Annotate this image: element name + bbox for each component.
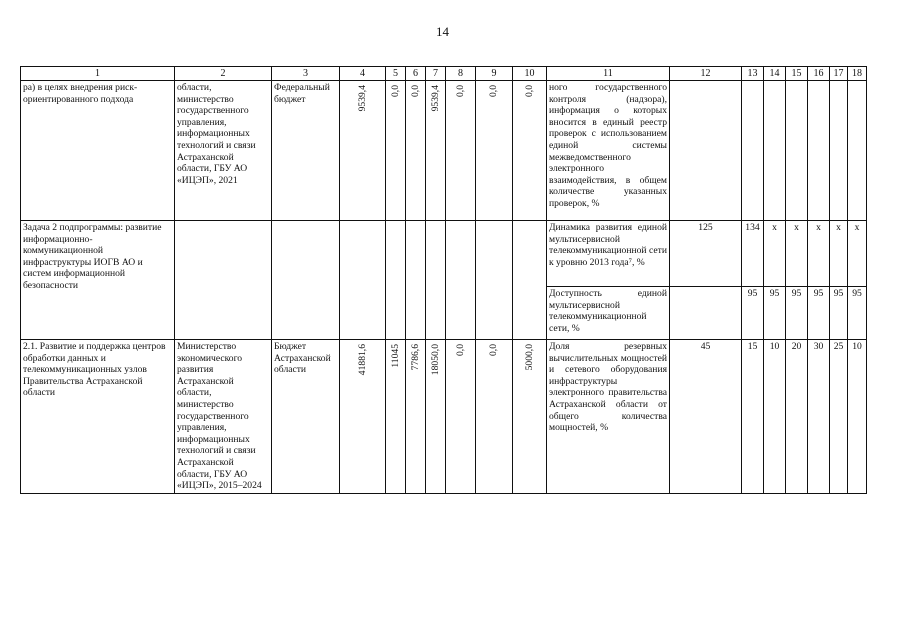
target-cell: 10 — [848, 340, 867, 494]
base-value-cell: 45 — [670, 340, 742, 494]
source-cell: Бюджет Астраханской области — [272, 340, 340, 494]
base-value-cell: 125 — [670, 221, 742, 287]
table-row — [21, 221, 867, 287]
header-cell: 5 — [386, 67, 406, 81]
header-cell: 16 — [808, 67, 830, 81]
value-cell: 5000,0 — [513, 340, 547, 494]
target-cell: 30 — [808, 340, 830, 494]
header-cell: 14 — [764, 67, 786, 81]
value-cell: 7786,6 — [406, 340, 426, 494]
target-cell: 95 — [742, 287, 764, 340]
target-cell: 95 — [786, 287, 808, 340]
target-cell: 95 — [808, 287, 830, 340]
header-cell: 1 — [21, 67, 175, 81]
header-cell: 8 — [446, 67, 476, 81]
header-cell: 18 — [848, 67, 867, 81]
target-cell: x — [764, 221, 786, 287]
target-cell — [786, 81, 808, 221]
target-cell — [830, 81, 848, 221]
source-cell: Федеральный бюджет — [272, 81, 340, 221]
target-cell — [742, 81, 764, 221]
target-cell: 95 — [764, 287, 786, 340]
executor-cell: области, министерство государственного управления, информационных технологий и связи Астраханской области, ГБУ АО «ИЦЭП», 2021 — [175, 81, 272, 221]
target-cell — [808, 81, 830, 221]
header-cell: 7 — [426, 67, 446, 81]
header-row — [21, 67, 867, 81]
value-cell: 9539,4 — [426, 81, 446, 221]
base-value-cell — [670, 287, 742, 340]
source-cell — [272, 221, 340, 340]
target-cell: 10 — [764, 340, 786, 494]
header-cell: 9 — [476, 67, 513, 81]
target-cell: 20 — [786, 340, 808, 494]
value-cell — [386, 221, 406, 340]
header-cell: 11 — [547, 67, 670, 81]
header-cell: 15 — [786, 67, 808, 81]
value-cell: 0,0 — [446, 81, 476, 221]
table-row — [21, 340, 867, 494]
value-cell: 9539,4 — [340, 81, 386, 221]
target-cell: 95 — [830, 287, 848, 340]
target-cell: 134 — [742, 221, 764, 287]
target-cell: x — [848, 221, 867, 287]
target-cell: x — [786, 221, 808, 287]
target-cell: 15 — [742, 340, 764, 494]
task-cell: Задача 2 подпрограммы: развитие информационно-коммуникационной инфраструктуры ИОГВ АО и систем информационной безопасности — [21, 221, 175, 340]
header-cell: 4 — [340, 67, 386, 81]
value-cell: 0,0 — [476, 340, 513, 494]
executor-cell — [175, 221, 272, 340]
executor-cell: Министерство экономического развития Астраханской области, министерство государственного управления, информационных технологий и связи Астраханской области, ГБУ АО «ИЦЭП», 2015–2024 — [175, 340, 272, 494]
base-value-cell — [670, 81, 742, 221]
target-cell — [764, 81, 786, 221]
header-cell: 3 — [272, 67, 340, 81]
value-cell — [476, 221, 513, 340]
target-cell: x — [830, 221, 848, 287]
program-table — [20, 66, 867, 494]
value-cell: 0,0 — [476, 81, 513, 221]
value-cell — [340, 221, 386, 340]
target-cell — [848, 81, 867, 221]
value-cell — [513, 221, 547, 340]
value-cell: 18050,0 — [426, 340, 446, 494]
table-row — [21, 81, 867, 221]
value-cell: 0,0 — [386, 81, 406, 221]
header-cell: 17 — [830, 67, 848, 81]
page-number: 14 — [436, 24, 449, 39]
indicator-cell: ного государственного контроля (надзора), информация о которых вносится в единый реестр проверок с использованием единой системы межведомственного электронного взаимодействия, в общем количестве указанных проверок, % — [547, 81, 670, 221]
header-cell: 2 — [175, 67, 272, 81]
value-cell: 0,0 — [446, 340, 476, 494]
target-cell: 25 — [830, 340, 848, 494]
header-cell: 10 — [513, 67, 547, 81]
value-cell — [426, 221, 446, 340]
header-cell: 6 — [406, 67, 426, 81]
value-cell: 11045 — [386, 340, 406, 494]
indicator-cell: Доля резервных вычислительных мощностей и сетевого оборудования инфраструктуры электронного правительства Астраханской области от общего количества мощностей, % — [547, 340, 670, 494]
value-cell: 41881,6 — [340, 340, 386, 494]
target-cell: x — [808, 221, 830, 287]
target-cell: 95 — [848, 287, 867, 340]
value-cell — [446, 221, 476, 340]
value-cell: 0,0 — [406, 81, 426, 221]
value-cell — [406, 221, 426, 340]
value-cell: 0,0 — [513, 81, 547, 221]
indicator-cell: Динамика развития единой мультисервисной телекоммуникационной сети к уровню 2013 года⁷, % — [547, 221, 670, 287]
task-cell: 2.1. Развитие и поддержка центров обработки данных и телекоммуникационных узлов Правительства Астраханской области — [21, 340, 175, 494]
task-cell: ра) в целях внедрения риск-ориентированного подхода — [21, 81, 175, 221]
indicator-cell: Доступность единой мультисервисной телекоммуникационной сети, % — [547, 287, 670, 340]
header-cell: 12 — [670, 67, 742, 81]
header-cell: 13 — [742, 67, 764, 81]
